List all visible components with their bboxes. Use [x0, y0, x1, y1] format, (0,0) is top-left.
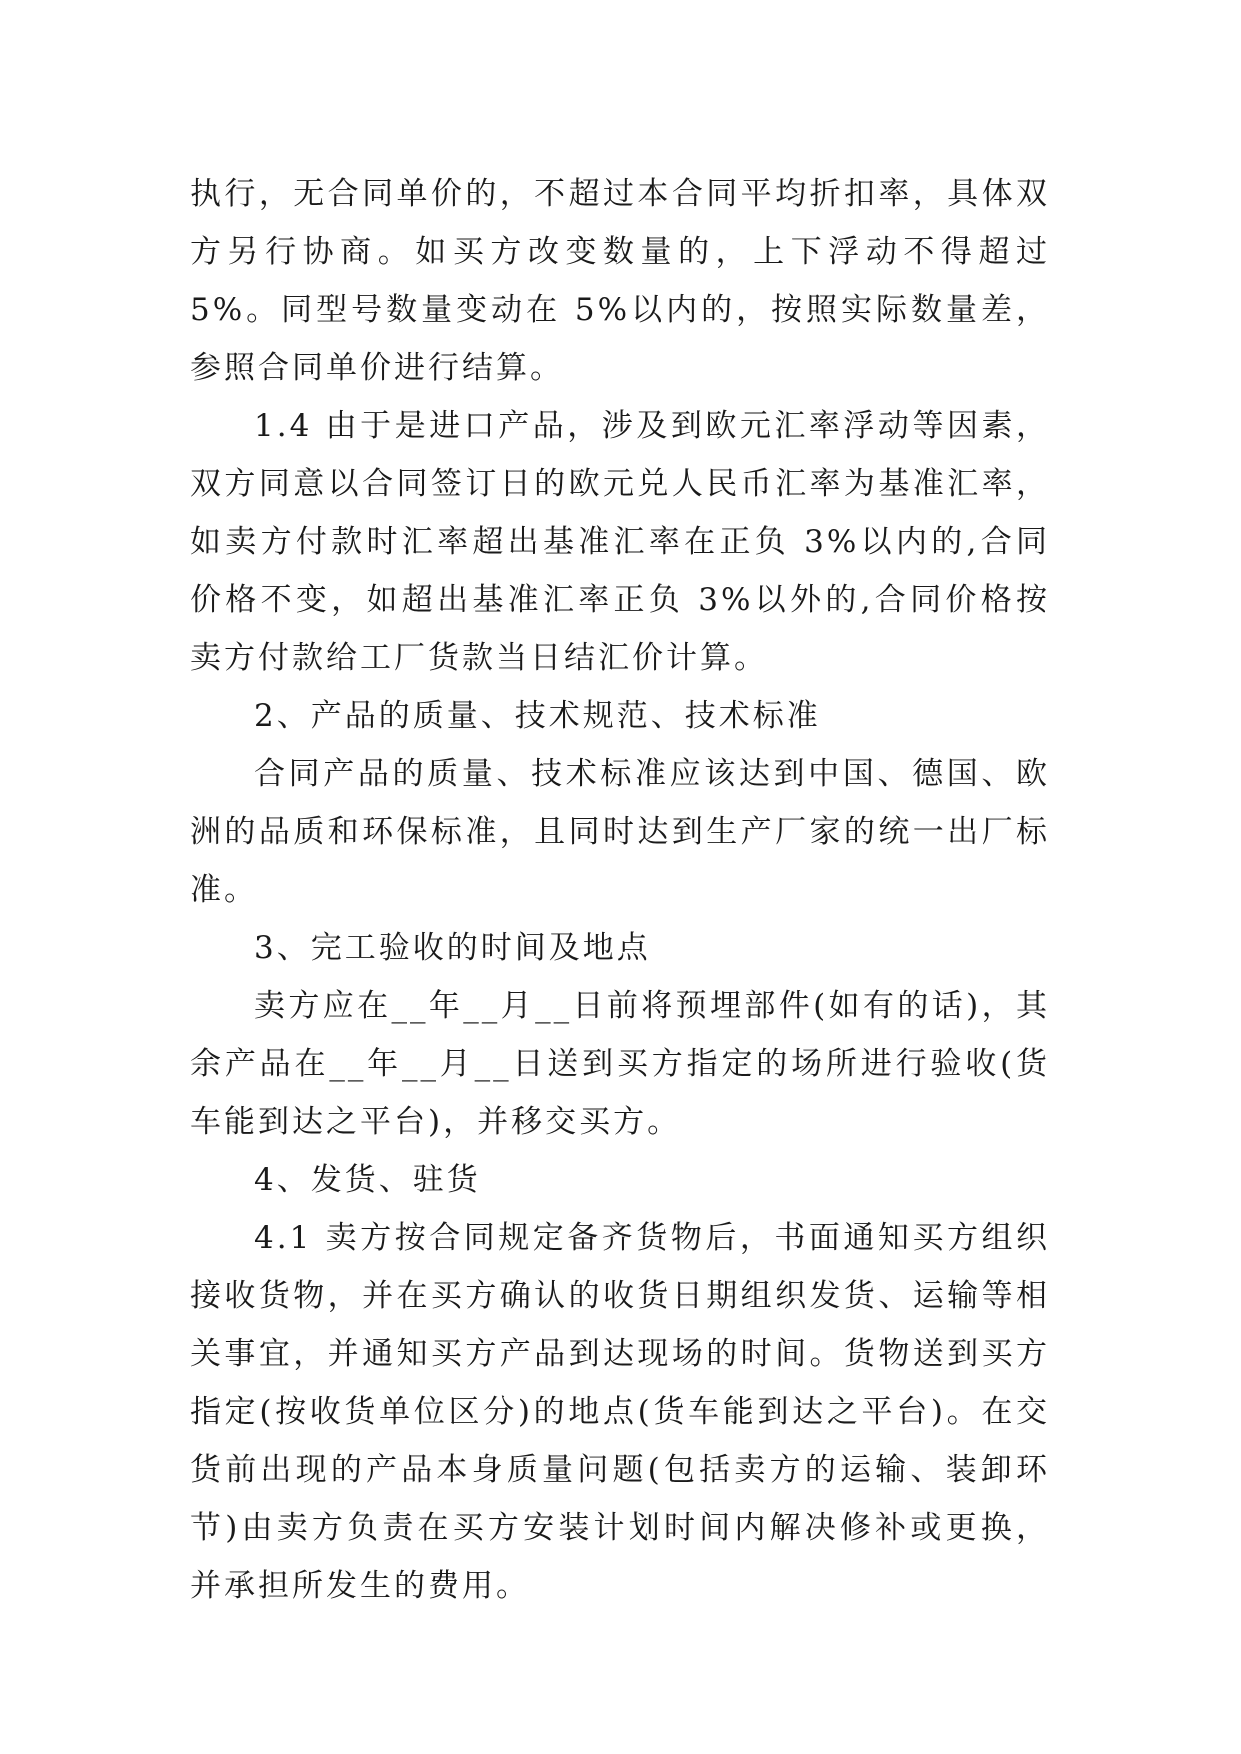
document-body: [190, 165, 1050, 1615]
paragraph-pricing-continuation: 执行，无合同单价的，不超过本合同平均折扣率，具体双方另行协商。如买方改变数量的，上下浮动不得超过 5%。同型号数量变动在 5%以内的，按照实际数量差，参照合同单价进行结算。: [190, 176, 1050, 386]
section-heading-delivery: 4、发货、驻货: [254, 1162, 481, 1198]
paragraph-quality-standards: 合同产品的质量、技术标准应该达到中国、德国、欧洲的品质和环保标准，且同时达到生产厂家的统一出厂标准。: [190, 756, 1050, 908]
paragraph-acceptance-schedule: 卖方应在__年__月__日前将预埋部件(如有的话)，其余产品在__年__月__日送到买方指定的场所进行验收(货车能到达之平台)，并移交买方。: [190, 988, 1050, 1140]
section-heading-quality: 2、产品的质量、技术规范、技术标准: [254, 698, 821, 734]
section-heading-acceptance: 3、完工验收的时间及地点: [254, 930, 651, 966]
paragraph-delivery-details: 4.1 卖方按合同规定备齐货物后，书面通知买方组织接收货物，并在买方确认的收货日期组织发货、运输等相关事宜，并通知买方产品到达现场的时间。货物送到买方指定(按收货单位区分)的地点(货车能到达之平台)。在交货前出现的产品本身质量问题(包括卖方的运输、装卸环节)由卖方负责在买方安装计划时间内解决修补或更换，并承担所发生的费用。: [190, 1220, 1050, 1604]
paragraph-exchange-rate: 1.4 由于是进口产品，涉及到欧元汇率浮动等因素，双方同意以合同签订日的欧元兑人民币汇率为基准汇率，如卖方付款时汇率超出基准汇率在正负 3%以内的,合同价格不变，如超出基准汇率正负 3%以外的,合同价格按卖方付款给工厂货款当日结汇价计算。: [190, 408, 1050, 676]
